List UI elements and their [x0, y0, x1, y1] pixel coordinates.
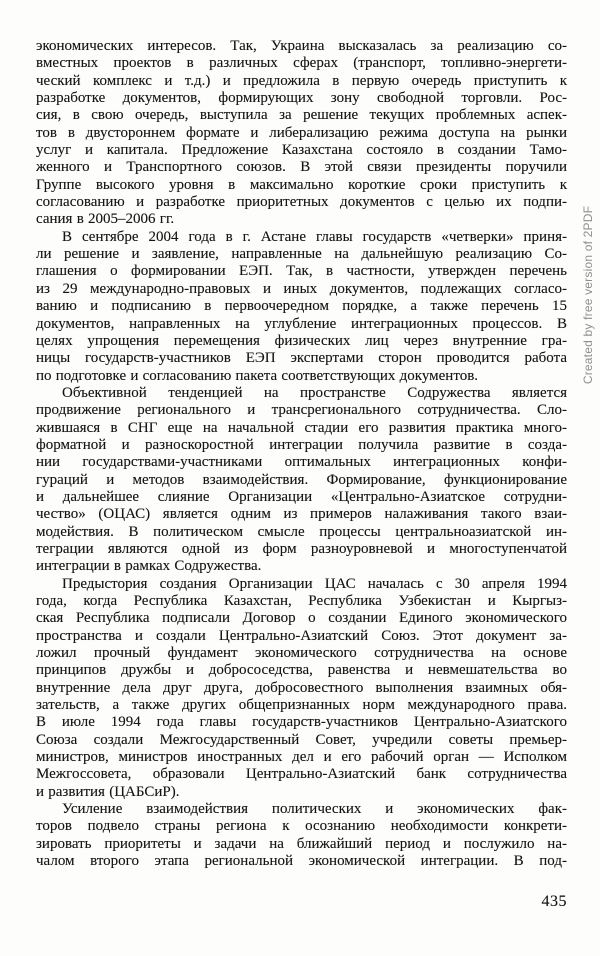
text-line: Объективной тенденцией на пространстве Содружества является [62, 384, 567, 401]
text-line: согласованию и разработке приоритетных документов с целью их подпи- [36, 194, 567, 211]
text-line: сия, в свою очередь, выступила за решение текущих проблемных аспек- [36, 107, 567, 124]
text-line: года, когда Республика Казахстан, Республика Узбекистан и Кыргыз- [36, 593, 567, 609]
text-line: ческий комплекс и т.д.) и предложила в первую очередь приступить к [36, 72, 567, 89]
text-line: по подготовке и согласованию пакета соответствующих документов. [36, 367, 479, 384]
text-line: Усиление взаимодействия политических и экономических фак- [62, 801, 567, 818]
page-number: 435 [541, 893, 567, 910]
text-line: В сентябре 2004 года в г. Астане главы государств «четверки» приня- [62, 228, 567, 245]
text-line: разработке документов, формирующих зону свободной торговли. Рос- [36, 90, 567, 107]
text-line: ложил прочный фундамент экономического сотрудничества на основе [36, 645, 567, 662]
text-line: форматной и разноскоростной интеграции получила развитие в созда- [36, 436, 567, 453]
text-line: зательств, а также других общепризнанных норм международного права. [36, 697, 567, 714]
text-line: интеграции в рамках Содружества. [36, 558, 262, 575]
text-line: сания в 2005–2006 гг. [36, 211, 175, 228]
text-line: Союза создали Межгосударственный Совет, учредили советы премьер- [36, 731, 567, 748]
text-line: чество» (ОЦАС) является одним из примеров налаживания такого взаи- [36, 506, 567, 523]
text-line: целях упрощения перемещения физических лиц через внутренние гра- [36, 332, 567, 349]
text-line: Межгоссовета, образовали Центрально-Азиатский банк сотрудничества [36, 766, 567, 783]
text-line: тов в двустороннем формате и либерализацию режима доступа на рынки [36, 124, 567, 141]
text-line: гураций и методов взаимодействия. Формирование, функционирование [36, 471, 567, 488]
text-line: нии государствами-участниками оптимальных интеграционных конфи- [36, 454, 567, 471]
text-line: ская Республика подписали Договор о создании Единого экономического [36, 610, 567, 627]
text-line: В июле 1994 года главы государств-участников Центрально-Азиатского [36, 714, 567, 731]
text-block [36, 38, 567, 871]
text-line: внутренние дела друг друга, добросовестного выполнения взаимных обя- [36, 679, 567, 696]
text-line: принципов дружбы и добрососедства, равенства и невмешательства во [36, 662, 567, 679]
text-line: вместных проектов в различных сферах (транспорт, топливно-энергети- [36, 55, 567, 72]
text-line: Предыстория создания Организации ЦАС началась с 30 апреля 1994 [62, 575, 567, 592]
text-line: экономических интересов. Так, Украина высказалась за реализацию со- [36, 38, 567, 54]
text-line: и развития (ЦАБСиР). [36, 783, 180, 800]
text-line: министров, министров иностранных дел и его рабочий орган — Исполком [36, 749, 567, 766]
text-line: чалом второго этапа региональной экономической интеграции. В под- [36, 853, 567, 870]
text-line: Группе высокого уровня в максимально короткие сроки приступить к [36, 176, 567, 193]
paragraph [36, 38, 567, 229]
text-line: ницы государств-участников ЕЭП экспертами сторон проводится работа [36, 350, 567, 367]
watermark-text: Created by free version of 2PDF [581, 205, 595, 385]
text-line: модействия. В политическом смысле процессы центральноазиатской ин- [36, 523, 567, 540]
paragraph [36, 385, 567, 576]
paragraph [36, 801, 567, 870]
text-line: зировать приоритеты и задачи на ближайший период и послужило на- [36, 835, 567, 852]
text-line: услуг и капитала. Предложение Казахстана состояло в создании Тамо- [36, 142, 567, 159]
text-line: и дальнейшее слияние Организации «Центрально-Азиатское сотрудни- [36, 488, 567, 505]
text-line: ванию и подписанию в первоочередном порядке, а также перечень 15 [36, 298, 567, 315]
paragraph [36, 229, 567, 385]
text-line: из 29 международно-правовых и иных документов, подлежащих согласо- [36, 280, 567, 297]
text-line: документов, направленных на углубление интеграционных процессов. В [36, 315, 567, 332]
text-line: пространства и создали Центрально-Азиатский Союз. Этот документ за- [36, 627, 567, 644]
text-line: ли решение и заявление, направленные на дальнейшую реализацию Со- [36, 246, 567, 263]
paragraph [36, 576, 567, 801]
text-line: продвижение регионального и трансрегионального сотрудничества. Сло- [36, 402, 567, 419]
text-line: женного и Транспортного союзов. В этой связи президенты поручили [36, 159, 567, 176]
text-line: теграции являются одной из форм разноуровневой и многоступенчатой [36, 540, 567, 557]
text-line: глашения о формировании ЕЭП. Так, в частности, утвержден перечень [36, 263, 567, 280]
text-line: торов подвело страны региона к осознанию необходимости конкрети- [36, 818, 567, 835]
text-line: жившаяся в СНГ еще на начальной стадии его развития практика много- [36, 419, 567, 436]
